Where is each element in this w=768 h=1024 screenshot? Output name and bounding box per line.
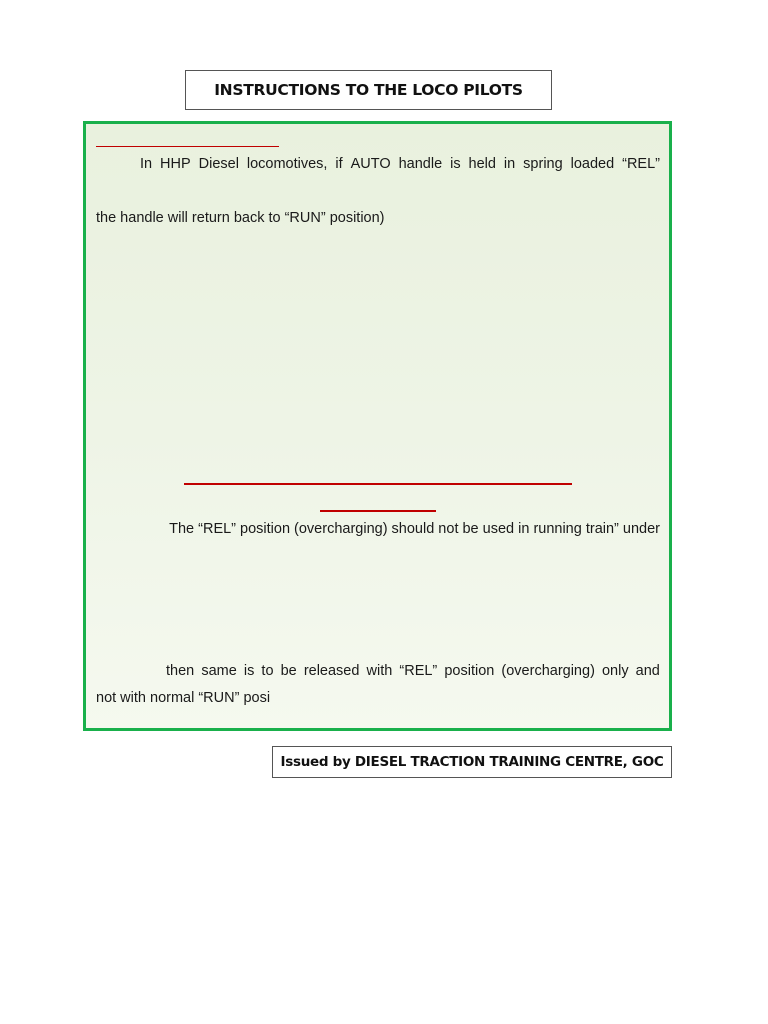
paragraph-3-word: and xyxy=(635,663,660,679)
paragraph-3-word: to xyxy=(261,663,274,679)
paragraph-3-word: only xyxy=(601,663,629,679)
paragraph-1-word: in xyxy=(503,156,516,172)
paragraph-3 xyxy=(96,658,660,685)
paragraph-3-word: is xyxy=(243,663,255,679)
paragraph-1-word: is xyxy=(450,156,461,172)
paragraph-1-word: loaded xyxy=(570,156,615,172)
page-title: INSTRUCTIONS TO THE LOCO PILOTS xyxy=(185,70,552,110)
paragraph-3-word: position xyxy=(444,663,495,679)
section-underline-long xyxy=(184,483,572,485)
paragraph-1-word: locomotives, xyxy=(246,156,328,172)
paragraph-3-word: (overcharging) xyxy=(501,663,595,679)
paragraph-3-word: released xyxy=(303,663,360,679)
paragraph-1-word: handle xyxy=(398,156,443,172)
paragraph-1-line-1 xyxy=(96,151,660,178)
paragraph-1-word: HHP xyxy=(160,156,191,172)
paragraph-1-word: if xyxy=(335,156,343,172)
issued-by-footer: Issued by DIESEL TRACTION TRAINING CENTRE, GOC xyxy=(272,746,672,778)
paragraph-1-word: Diesel xyxy=(198,156,239,172)
paragraph-3-line-1 xyxy=(96,658,660,685)
paragraph-3-word: be xyxy=(280,663,297,679)
paragraph-3-word: with xyxy=(366,663,393,679)
heading-underline-top xyxy=(96,146,279,147)
paragraph-1-word: held xyxy=(468,156,496,172)
paragraph-1-word: spring xyxy=(523,156,563,172)
section-underline-short xyxy=(320,510,436,512)
paragraph-1-line-2: the handle will return back to “RUN” position) xyxy=(96,210,385,226)
paragraph-2-line-1: The “REL” position (overcharging) should not be used in running train” under xyxy=(169,521,660,537)
paragraph-1-word: “REL” xyxy=(622,156,660,172)
paragraph-3-word: “REL” xyxy=(399,663,438,679)
paragraph-1 xyxy=(96,151,660,178)
paragraph-3-line-2: not with normal “RUN” posi xyxy=(96,690,271,706)
paragraph-1-word: AUTO xyxy=(350,156,391,172)
paragraph-3-word: then xyxy=(166,663,195,679)
paragraph-3-word: same xyxy=(201,663,237,679)
paragraph-1-word: In xyxy=(140,156,153,172)
